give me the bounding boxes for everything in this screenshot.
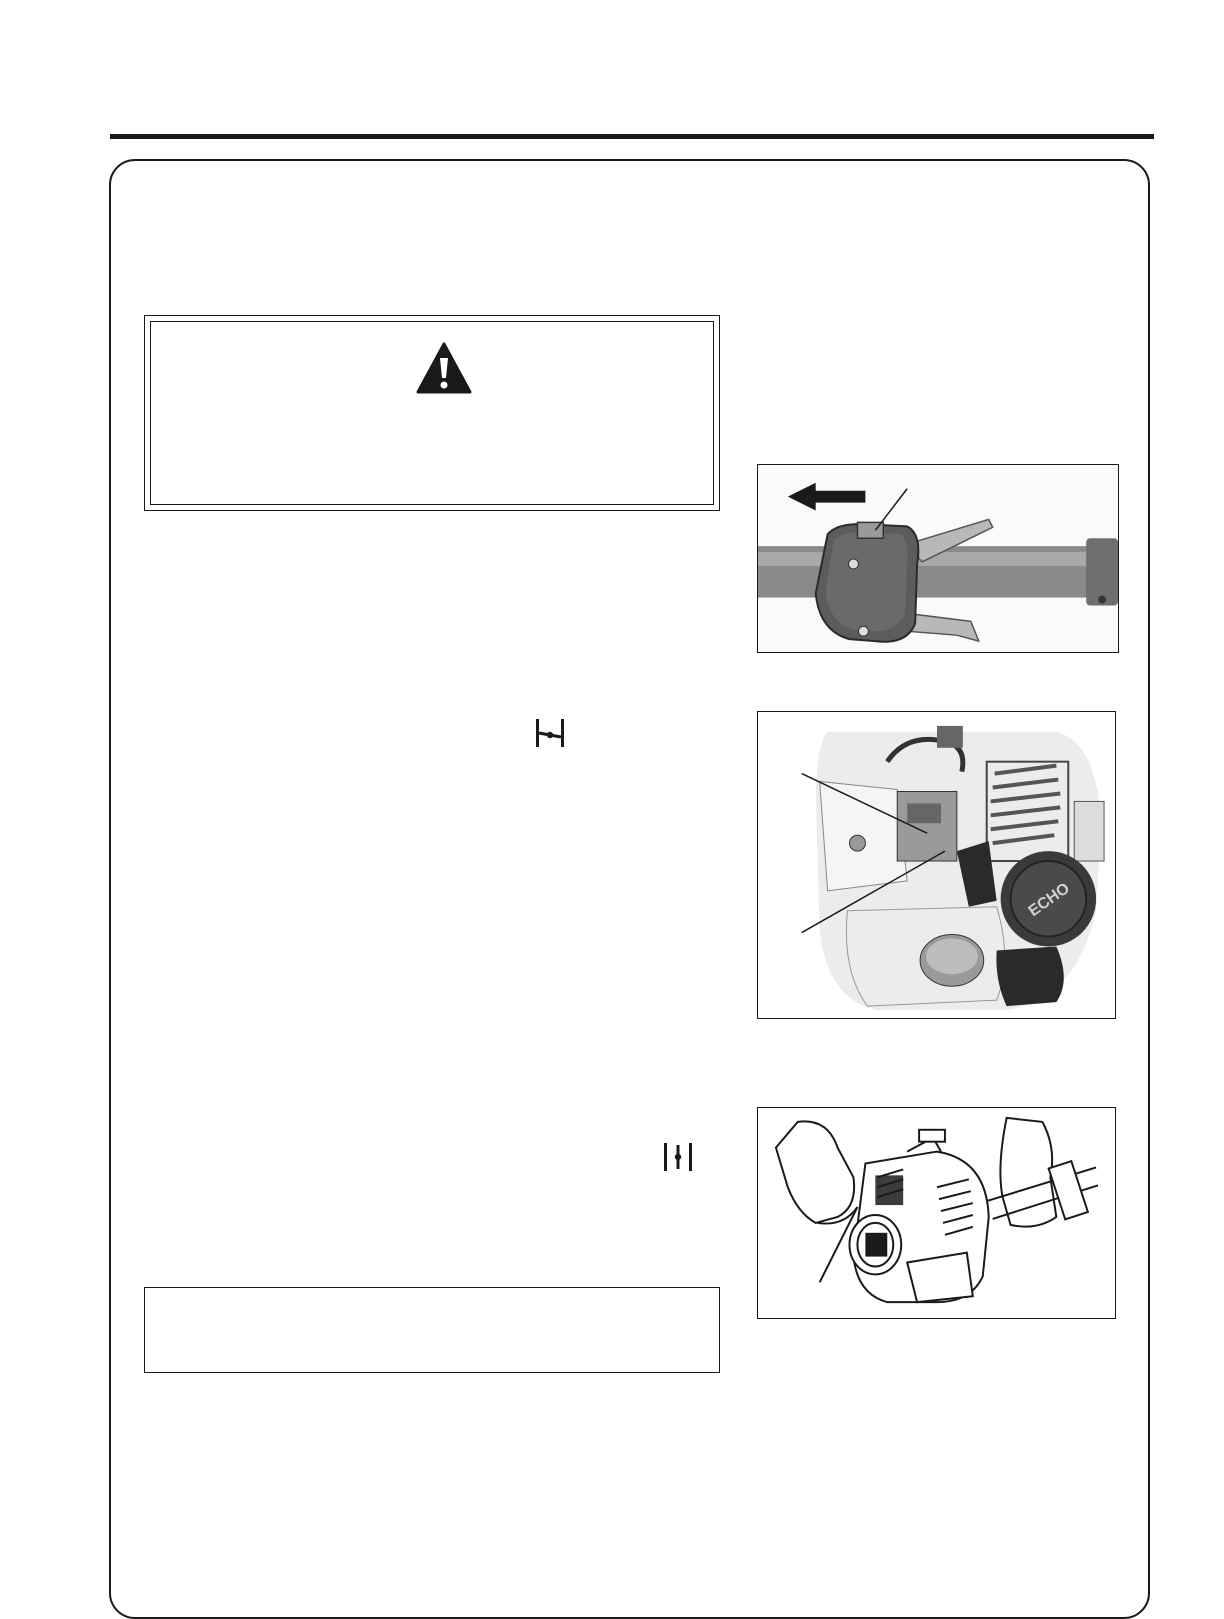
note-box [144,1287,720,1373]
engine-carburetor-photo [757,711,1116,1019]
header-rule [110,134,1154,139]
throttle-handle-photo [757,464,1119,653]
warning-inner-border [150,321,714,505]
warning-triangle-icon [416,342,472,394]
warning-box [144,315,720,511]
starting-rope-drawing [757,1107,1116,1319]
choke-open-symbol-icon [532,716,568,750]
choke-closed-symbol-icon [660,1140,696,1174]
echo-logo: ECHO [1025,879,1073,921]
